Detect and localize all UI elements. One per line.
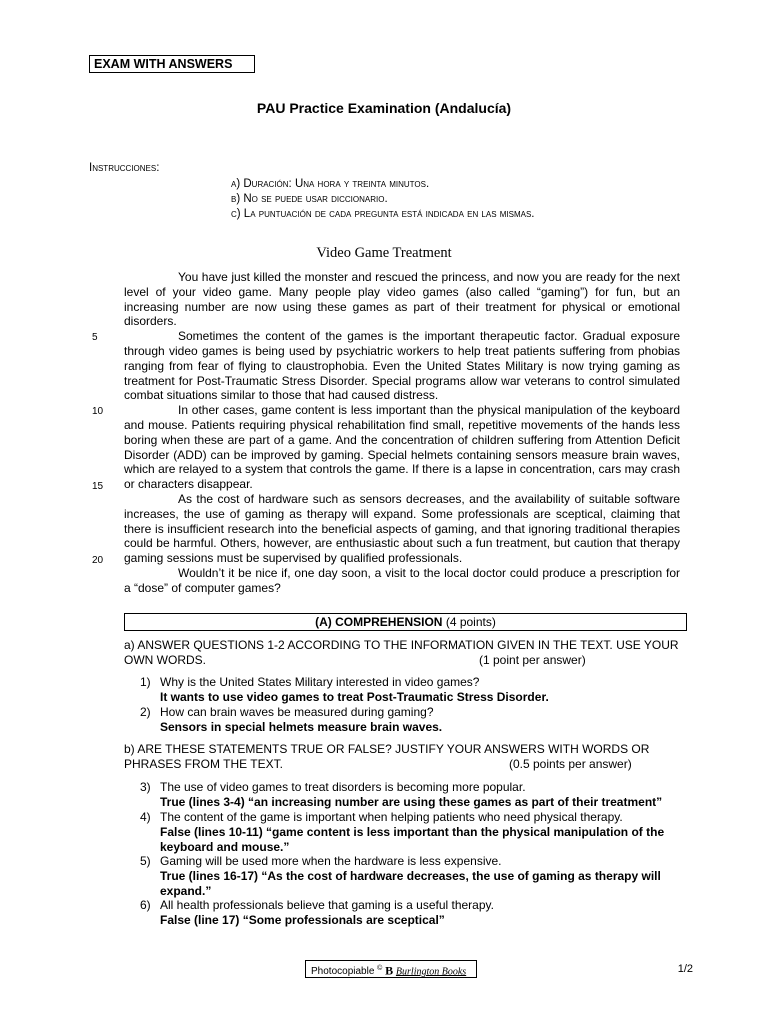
page-title: PAU Practice Examination (Andalucía) <box>256 100 512 116</box>
article-paragraph: You have just killed the monster and rescued the princess, and now you are ready for the next level of your video game. Many people play video games (also called “gaming”) for fun, but an increasing number are now using these games as part of their treatment for physical or emotional disorders. <box>124 270 680 329</box>
copyright-symbol: © <box>377 965 383 972</box>
line-number: 10 <box>92 406 104 417</box>
comprehension-title: (A) COMPREHENSION <box>315 615 443 629</box>
question-text: Why is the United States Military interested in video games? <box>160 675 480 689</box>
answer-text: It wants to use video games to treat Post-Traumatic Stress Disorder. <box>160 689 549 704</box>
question-text: The content of the game is important when helping patients who need physical therapy. <box>160 810 623 824</box>
comprehension-header <box>124 613 687 631</box>
article-title: Video Game Treatment <box>316 245 452 261</box>
photocopiable-label: Photocopiable <box>311 966 375 978</box>
answer-text: True (lines 3-4) “an increasing number are using these games as part of their treatment” <box>160 794 663 809</box>
question-text: The use of video games to treat disorders is becoming more popular. <box>160 780 526 794</box>
footer-credit <box>305 960 477 978</box>
question-number: 1) <box>140 675 151 689</box>
section-b-text: b) ARE THESE STATEMENTS TRUE OR FALSE? JUSTIFY YOUR ANSWERS WITH WORDS OR PHRASES FROM THE TEXT. <box>124 742 650 771</box>
question-number: 4) <box>140 810 151 824</box>
instruction-item: c) La puntuación de cada pregunta está indicada en las mismas. <box>231 208 535 220</box>
instructions-label: Instrucciones: <box>89 162 160 174</box>
answer-text: False (line 17) “Some professionals are sceptical” <box>160 912 445 927</box>
article-paragraph: Sometimes the content of the games is the important therapeutic factor. Gradual exposure through video games is being used by psychiatric workers to help treat patients suffering from phobias ranging from fear of flying to claustrophobia. Even the United States Military is now trying gaming as treatment for Post-Traumatic Stress Disorder. Special programs allow war veterans to control simulated combat situations similar to those that had caused distress. <box>124 329 680 403</box>
line-number: 15 <box>92 481 104 492</box>
question-text: All health professionals believe that gaming is a useful therapy. <box>160 898 494 912</box>
section-b-points: (0.5 points per answer) <box>509 756 632 771</box>
article-paragraph: Wouldn’t it be nice if, one day soon, a visit to the local doctor could produce a prescription for a “dose” of computer games? <box>124 565 680 595</box>
line-number: 20 <box>92 555 104 566</box>
instruction-item: a) Duración: Una hora y treinta minutos. <box>231 178 430 190</box>
question-item <box>140 780 692 810</box>
question-text: Gaming will be used more when the hardware is less expensive. <box>160 854 502 868</box>
publisher-name: Burlington Books <box>395 966 467 978</box>
section-a-instruction <box>124 638 684 668</box>
section-a-points: (1 point per answer) <box>479 652 586 667</box>
question-number: 6) <box>140 898 151 912</box>
article-paragraph: As the cost of hardware such as sensors decreases, and the availability of suitable software increases, the use of gaming as therapy will expand. Some professionals are sceptical, claiming that there is insufficient research into the beneficial aspects of gaming, and that ignoring traditional therapies could be harmful. Others, however, are enthusiastic about such a fun treatment, but caution that therapy gaming sessions must be supervised by qualified professionals. <box>124 491 680 566</box>
question-item <box>140 898 692 928</box>
question-item <box>140 854 692 898</box>
section-a-text: a) ANSWER QUESTIONS 1-2 ACCORDING TO THE INFORMATION GIVEN IN THE TEXT. USE YOUR OWN WORDS. <box>124 638 679 667</box>
article-paragraph: In other cases, game content is less important than the physical manipulation of the keyboard and mouse. Patients requiring physical rehabilitation find small, repetitive movements of the hands less boring when these are part of a game. And the concentration of children suffering from Attention Deficit Disorder (ADD) can be improved by gaming. Special helmets containing sensors measure brain waves, which are relayed to a system that controls the game. If there is a lapse in concentration, cars may crash or characters disappear. <box>124 403 680 492</box>
comprehension-points: (4 points) <box>442 615 496 629</box>
question-number: 3) <box>140 780 151 794</box>
section-b-instruction <box>124 742 684 772</box>
page-number: 1/2 <box>677 963 693 975</box>
answer-text: True (lines 16-17) “As the cost of hardware decreases, the use of gaming as therapy will expand.” <box>160 868 661 898</box>
answer-text: False (lines 10-11) “game content is less important than the physical manipulation of the keyboard and mouse.” <box>160 824 665 854</box>
exam-with-answers-label: EXAM WITH ANSWERS <box>89 55 255 73</box>
question-number: 2) <box>140 705 151 719</box>
instruction-item: b) No se puede usar diccionario. <box>231 193 388 205</box>
question-item <box>140 705 692 735</box>
line-number: 5 <box>92 332 98 343</box>
question-number: 5) <box>140 854 151 868</box>
question-item <box>140 675 692 705</box>
question-item <box>140 810 692 854</box>
answer-text: Sensors in special helmets measure brain waves. <box>160 719 443 734</box>
article-body <box>124 270 680 596</box>
question-text: How can brain waves be measured during gaming? <box>160 705 434 719</box>
publisher-logo-icon: B <box>385 963 394 978</box>
